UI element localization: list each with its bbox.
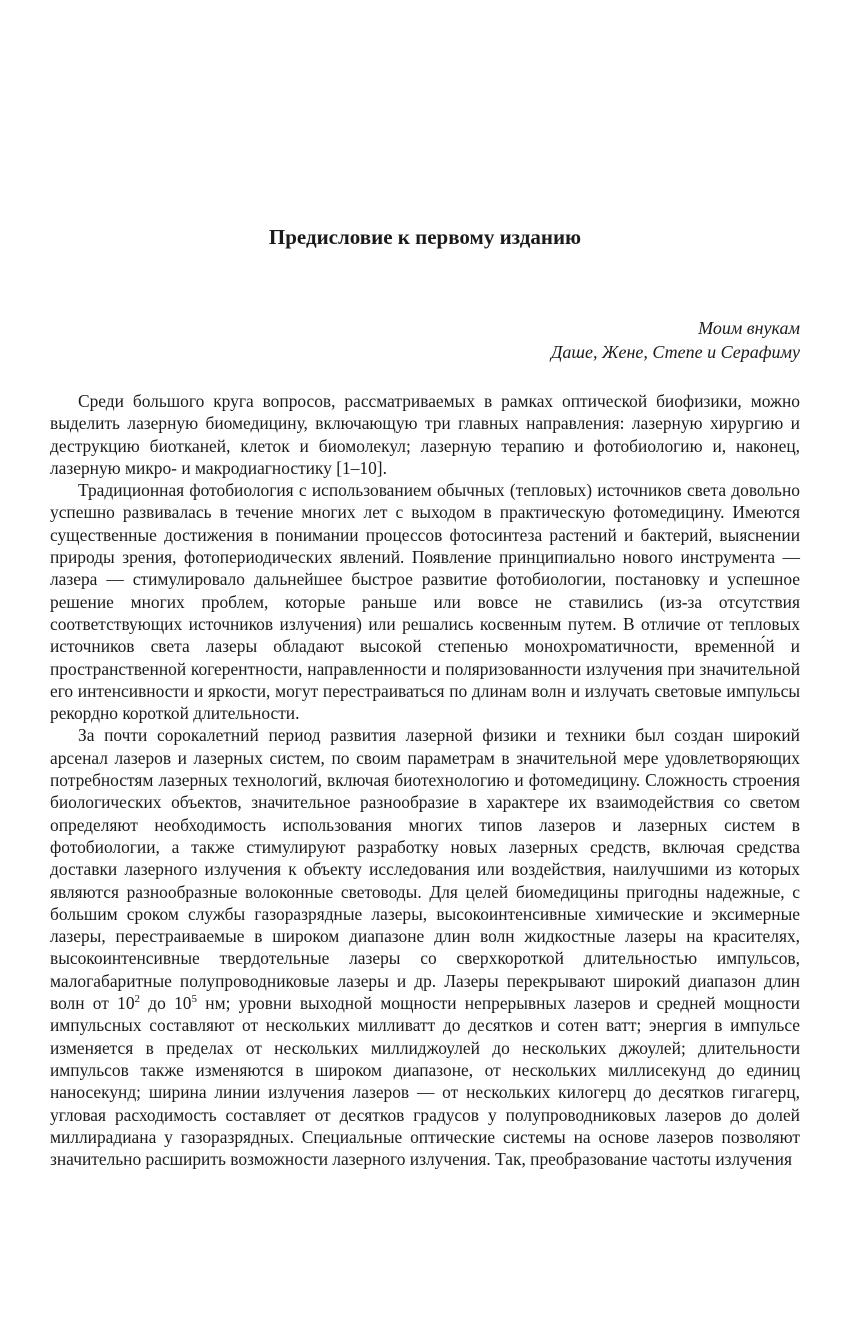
- paragraph-3-part-1: За почти сорокалетний период развития лазерной физики и техники был создан широкий арсенал лазеров и лазерных систем, по своим параметрам в значительной мере удовлетворяющих потребностям лазерных технологий, включая биотехнологию и фотомедицину. Сложность строения биологических объектов, значительное разнообразие в характере их взаимодействия со светом определяют необходимость использования многих типов лазеров и лазерных систем в фотобиологии, а также стимулируют разработку новых лазерных средств, включая средства доставки лазерного излучения к объекту исследования или воздействия, наилучшими из которых являются разнообразные волоконные световоды. Для целей биомедицины пригодны надежные, с большим сроком службы газоразрядные лазеры, высокоинтенсивные химические и эксимерные лазеры, перестраиваемые в широком диапазоне длин волн жидкостные лазеры на красителях, высокоинтенсивные твердотельные лазеры со сверхкороткой длительностью импульсов, малогабаритные полупроводниковые лазеры и др. Лазеры перекрывают широкий диапазон длин волн от 10: [50, 725, 800, 1014]
- epigraph: [551, 316, 800, 364]
- paragraph-3-part-3: нм; уровни выходной мощности непрерывных лазеров и средней мощности импульсных составляют от нескольких милливатт до десятков и сотен ватт; энергия в импульсе изменяется в пределах от нескольких миллиджоулей до нескольких джоулей; длительности импульсов также изменяются в широком диапазоне, от нескольких миллисекунд до единиц наносекунд; ширина линии излучения лазеров — от нескольких килогерц до десятков гигагерц, угловая расходимость составляет от десятков градусов у полупроводниковых лазеров до долей миллирадиана у газоразрядных. Специальные оптические системы на основе лазеров позволяют значительно расширить возможности лазерного излучения. Так, преобразование частоты излучения: [50, 993, 800, 1170]
- exponent-2: 5: [191, 993, 197, 1006]
- book-page: [50, 0, 800, 1330]
- epigraph-line-1: Моим внукам: [698, 318, 800, 338]
- epigraph-line-2: Даше, Жене, Степе и Серафиму: [550, 342, 800, 362]
- body-text: [50, 390, 800, 1170]
- paragraph-1: Среди большого круга вопросов, рассматриваемых в рамках оптической биофизики, можно выделить лазерную биомедицину, включающую три главных направления: лазерную хирургию и деструкцию биотканей, клеток и биомолекул; лазерную терапию и фотобиологию и, наконец, лазерную микро- и макродиагностику [1–10].: [50, 391, 800, 478]
- chapter-title: Предисловие к первому изданию: [268, 225, 582, 249]
- paragraph-3-part-2: до 10: [140, 993, 192, 1014]
- paragraph-2: Традиционная фотобиология с использованием обычных (тепловых) источников света довольно успешно развивалась в течение многих лет с выходом в практическую фотомедицину. Имеются существенные достижения в понимании процессов фотосинтеза растений и бактерий, выяснении природы зрения, фотопериодических явлений. Появление принципиально нового инструмента — лазера — стимулировало дальнейшее быстрое развитие фотобиологии, постановку и успешное решение многих проблем, которые раньше или вовсе не ставились (из-за отсутствия соответствующих источников излучения) или решались косвенным путем. В отличие от тепловых источников света лазеры обладают высокой степенью монохроматичности, временно́й и пространственной когерентности, направленности и поляризованности излучения при значительной его интенсивности и яркости, могут перестраиваться по длинам волн и излучать световые импульсы рекордно короткой длительности.: [50, 480, 800, 724]
- exponent-1: 2: [134, 993, 141, 1006]
- paragraph-3: [50, 724, 800, 1170]
